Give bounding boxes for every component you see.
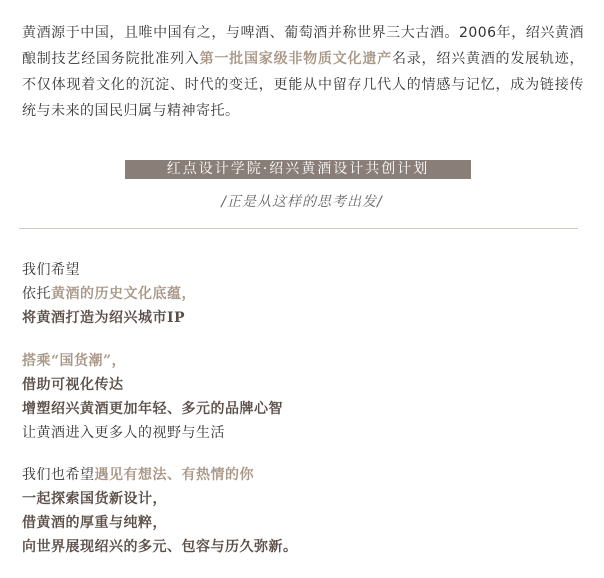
divider xyxy=(19,228,578,229)
section3-line4: 向世界展现绍兴的多元、包容与历久弥新。 xyxy=(22,539,298,555)
section3-line1-prefix: 我们也希望 xyxy=(22,467,95,483)
section1-block xyxy=(22,258,582,330)
section3-block xyxy=(22,463,582,559)
section1-line2-highlight: 黄酒的历史文化底蕴， xyxy=(51,286,196,302)
section1-line1: 我们希望 xyxy=(22,262,80,278)
section-subtitle: /正是从这样的思考出发/ xyxy=(221,194,383,210)
section2-line2: 借助可视化传达 xyxy=(22,377,124,393)
section3-line2: 一起探索国货新设计， xyxy=(22,491,167,507)
section1-line3: 将黄酒打造为绍兴城市IP xyxy=(22,310,186,326)
section2-line4: 让黄酒进入更多人的视野与生活 xyxy=(22,425,225,441)
section-banner: 红点设计学院·绍兴黄酒设计共创计划 xyxy=(125,160,471,179)
section2-line3: 增塑绍兴黄酒更加年轻、多元的品牌心智 xyxy=(22,401,283,417)
section3-line1-highlight: 遇见有想法、有热情的你 xyxy=(94,467,254,483)
section2-line1: 搭乘“国货潮”， xyxy=(22,353,127,369)
section1-line2-prefix: 依托 xyxy=(22,286,51,302)
section2-block xyxy=(22,349,582,445)
intro-highlight: 第一批国家级非物质文化遗产 xyxy=(199,51,392,67)
intro-text-part1: 黄酒源于中国，且唯中国有之，与啤酒、葡萄酒并称世界三大古酒。2006年，绍兴黄酒酿制技艺经国务院批准列入 xyxy=(22,25,584,67)
intro-paragraph xyxy=(22,20,584,124)
section3-line1 xyxy=(22,463,582,487)
section3-line3: 借黄酒的厚重与纯粹， xyxy=(22,515,167,531)
intro-text-part2: 名录，绍兴黄酒的发展轨迹，不仅体现着文化的沉淀、时代的变迁，更能从中留存几代人的情感与记忆，成为链接传统与未来的国民归属与精神寄托。 xyxy=(22,51,585,119)
section1-line2 xyxy=(22,282,582,306)
